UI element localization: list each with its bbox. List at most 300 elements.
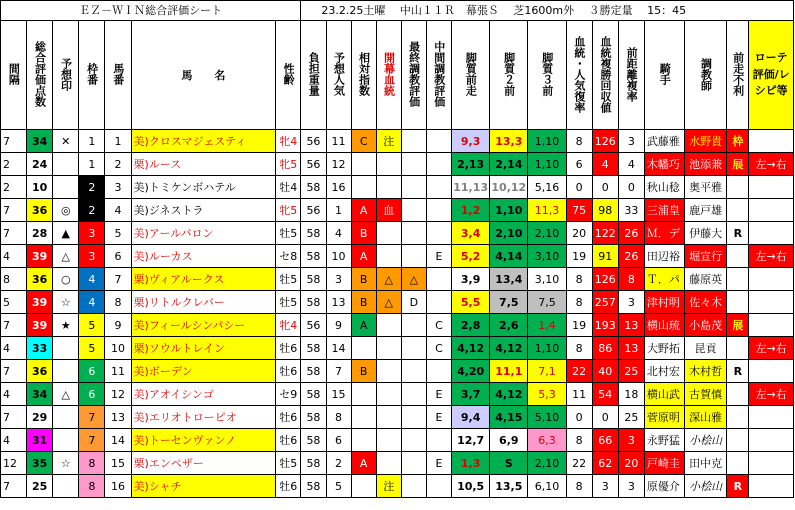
cell-mark: ★ (53, 314, 79, 337)
cell-kin: 58 (301, 222, 326, 245)
cell-k1: 3,9 (452, 268, 490, 291)
cell-rote (749, 176, 794, 199)
cell-k1: 11,13 (452, 176, 490, 199)
cell-k3: 7,1 (528, 360, 566, 383)
header-14: 脚質２前 (490, 21, 528, 130)
cell-jockey: Ｔ．パ (644, 268, 684, 291)
cell-k3: 1,4 (528, 314, 566, 337)
cell-name: 美)クロスマジェスティ (131, 130, 276, 153)
cell-k2: 4,12 (490, 383, 528, 406)
table-row (1, 452, 794, 475)
cell-jockey: 木幡巧 (644, 153, 684, 176)
cell-k2: 10,12 (490, 176, 528, 199)
cell-k2: 11,1 (490, 360, 528, 383)
cell-fukusho: 3 (592, 475, 618, 498)
cell-waku: 6 (79, 360, 105, 383)
cell-furi: R (727, 222, 749, 245)
cell-ninki: 1 (326, 199, 351, 222)
cell-k2: 2,10 (490, 222, 528, 245)
cell-soutai (351, 406, 376, 429)
cell-chukan (426, 176, 451, 199)
cell-furi: 展 (727, 314, 749, 337)
cell-k2: 4,12 (490, 337, 528, 360)
cell-kaimaku (376, 383, 401, 406)
cell-uma: 5 (105, 222, 131, 245)
cell-ninki: 7 (326, 360, 351, 383)
cell-k1: 2,8 (452, 314, 490, 337)
cell-soutai (351, 176, 376, 199)
cell-uma: 10 (105, 337, 131, 360)
cell-waku: 4 (79, 268, 105, 291)
cell-saishu (401, 337, 426, 360)
cell-k2: S (490, 452, 528, 475)
table-row (1, 130, 794, 153)
cell-waku: 5 (79, 337, 105, 360)
cell-uma: 11 (105, 360, 131, 383)
cell-furi (727, 199, 749, 222)
cell-jockey: 田辺裕 (644, 245, 684, 268)
cell-kankaku: 7 (1, 130, 27, 153)
cell-k2: 7,5 (490, 291, 528, 314)
cell-zenkyori: 3 (618, 475, 644, 498)
cell-uma: 4 (105, 199, 131, 222)
cell-chukan: E (426, 245, 451, 268)
cell-rote (749, 475, 794, 498)
cell-fukusho: 0 (592, 176, 618, 199)
cell-sex: 牝4 (276, 130, 301, 153)
cell-furi (727, 337, 749, 360)
cell-jockey: 横山武 (644, 383, 684, 406)
cell-waku: 5 (79, 314, 105, 337)
cell-name: 美)シャチ (131, 475, 276, 498)
cell-name: 美)ルーカス (131, 245, 276, 268)
cell-trainer: 佐々木 (685, 291, 727, 314)
cell-trainer: 池添兼 (685, 153, 727, 176)
cell-kankaku: 7 (1, 360, 27, 383)
cell-saishu (401, 475, 426, 498)
cell-score: 34 (27, 130, 53, 153)
header-11: 最終調教評価 (401, 21, 426, 130)
cell-furi (727, 268, 749, 291)
cell-rote (749, 429, 794, 452)
cell-jockey: 横山琉 (644, 314, 684, 337)
cell-mark: △ (53, 383, 79, 406)
cell-kaimaku (376, 337, 401, 360)
cell-mark (53, 406, 79, 429)
cell-kankaku: 8 (1, 268, 27, 291)
cell-furi: 枠 (727, 130, 749, 153)
cell-trainer: 深山雅 (685, 406, 727, 429)
cell-furi (727, 245, 749, 268)
cell-k1: 9,4 (452, 406, 490, 429)
cell-sex: 牡5 (276, 452, 301, 475)
cell-zenkyori: 25 (618, 406, 644, 429)
cell-uma: 16 (105, 475, 131, 498)
cell-rote (749, 268, 794, 291)
cell-mark: ☆ (53, 452, 79, 475)
cell-score: 28 (27, 222, 53, 245)
table-row (1, 199, 794, 222)
cell-ketto: 8 (566, 130, 592, 153)
cell-kankaku: 12 (1, 452, 27, 475)
cell-k3: 11,3 (528, 199, 566, 222)
cell-chukan (426, 199, 451, 222)
cell-mark (53, 429, 79, 452)
cell-trainer: 小桧山 (685, 429, 727, 452)
cell-soutai: A (351, 314, 376, 337)
cell-k2: 1,10 (490, 199, 528, 222)
cell-score: 10 (27, 176, 53, 199)
cell-chukan (426, 360, 451, 383)
cell-jockey: 菅原明 (644, 406, 684, 429)
cell-name: 栗)エンペザー (131, 452, 276, 475)
cell-zenkyori: 4 (618, 153, 644, 176)
cell-name: 美)ジネストラ (131, 199, 276, 222)
cell-kin: 56 (301, 314, 326, 337)
cell-kankaku: 7 (1, 222, 27, 245)
cell-chukan: E (426, 383, 451, 406)
cell-uma: 2 (105, 153, 131, 176)
cell-fukusho: 193 (592, 314, 618, 337)
cell-name: 美)トミケンボハテル (131, 176, 276, 199)
cell-mark (53, 475, 79, 498)
cell-k1: 5,5 (452, 291, 490, 314)
cell-saishu (401, 199, 426, 222)
cell-ninki: 10 (326, 245, 351, 268)
cell-saishu (401, 176, 426, 199)
cell-k3: 1,10 (528, 337, 566, 360)
cell-kaimaku: 注 (376, 475, 401, 498)
cell-fukusho: 126 (592, 130, 618, 153)
cell-rote (749, 406, 794, 429)
cell-k3: 1,10 (528, 130, 566, 153)
cell-saishu (401, 314, 426, 337)
cell-chukan: E (426, 406, 451, 429)
cell-kin: 56 (301, 199, 326, 222)
cell-k1: 1,2 (452, 199, 490, 222)
cell-kin: 58 (301, 383, 326, 406)
cell-k2: 13,4 (490, 268, 528, 291)
cell-k1: 3,4 (452, 222, 490, 245)
cell-k1: 2,13 (452, 153, 490, 176)
cell-chukan (426, 153, 451, 176)
cell-zenkyori: 33 (618, 199, 644, 222)
cell-k2: 4,14 (490, 245, 528, 268)
cell-kankaku: 2 (1, 176, 27, 199)
cell-sex: セ9 (276, 383, 301, 406)
cell-soutai: A (351, 245, 376, 268)
cell-sex: 牡6 (276, 406, 301, 429)
cell-trainer: 昆貢 (685, 337, 727, 360)
cell-score: 25 (27, 475, 53, 498)
cell-waku: 7 (79, 406, 105, 429)
cell-ninki: 12 (326, 153, 351, 176)
cell-name: 栗)ヴィアルークス (131, 268, 276, 291)
cell-mark: ▲ (53, 222, 79, 245)
cell-ketto: 8 (566, 475, 592, 498)
cell-trainer: 木村哲 (685, 360, 727, 383)
cell-k2: 13,5 (490, 475, 528, 498)
title-row (1, 1, 794, 21)
cell-zenkyori: 26 (618, 245, 644, 268)
cell-score: 36 (27, 268, 53, 291)
cell-score: 39 (27, 314, 53, 337)
cell-jockey: 北村宏 (644, 360, 684, 383)
cell-kankaku: 5 (1, 291, 27, 314)
cell-kankaku: 4 (1, 337, 27, 360)
cell-rote: 左→右 (749, 245, 794, 268)
cell-waku: 1 (79, 130, 105, 153)
cell-k3: 7,5 (528, 291, 566, 314)
cell-saishu (401, 153, 426, 176)
cell-kaimaku (376, 176, 401, 199)
cell-kaimaku (376, 222, 401, 245)
cell-k2: 2,14 (490, 153, 528, 176)
cell-waku: 1 (79, 153, 105, 176)
cell-ninki: 5 (326, 475, 351, 498)
cell-chukan (426, 222, 451, 245)
cell-soutai (351, 475, 376, 498)
cell-k3: 3,10 (528, 245, 566, 268)
cell-rote: 左→右 (749, 337, 794, 360)
cell-k1: 9,3 (452, 130, 490, 153)
cell-name: 美)フィールシンパシー (131, 314, 276, 337)
header-13: 脚質前走 (452, 21, 490, 130)
cell-kankaku: 2 (1, 153, 27, 176)
cell-trainer: 伊藤大 (685, 222, 727, 245)
cell-sex: 牝5 (276, 199, 301, 222)
cell-furi: 展 (727, 153, 749, 176)
cell-uma: 15 (105, 452, 131, 475)
cell-kaimaku: 注 (376, 130, 401, 153)
cell-ninki: 9 (326, 314, 351, 337)
cell-ninki: 16 (326, 176, 351, 199)
cell-ninki: 13 (326, 291, 351, 314)
cell-furi: R (727, 360, 749, 383)
cell-kin: 56 (301, 153, 326, 176)
cell-ketto: 8 (566, 337, 592, 360)
header-4: 馬番 (105, 21, 131, 130)
cell-ketto: 8 (566, 268, 592, 291)
cell-k3: 5,16 (528, 176, 566, 199)
cell-mark: ◎ (53, 199, 79, 222)
table-row (1, 406, 794, 429)
cell-fukusho: 122 (592, 222, 618, 245)
cell-k3: 6,10 (528, 475, 566, 498)
table-row (1, 475, 794, 498)
cell-sex: 牡6 (276, 360, 301, 383)
cell-zenkyori: 3 (618, 291, 644, 314)
cell-waku: 7 (79, 429, 105, 452)
cell-fukusho: 62 (592, 452, 618, 475)
cell-name: 美)アオイシンゴ (131, 383, 276, 406)
cell-kin: 58 (301, 291, 326, 314)
cell-rote (749, 291, 794, 314)
cell-kaimaku: 血 (376, 199, 401, 222)
cell-trainer: 小桧山 (685, 475, 727, 498)
cell-zenkyori: 13 (618, 337, 644, 360)
cell-saishu (401, 406, 426, 429)
cell-zenkyori: 13 (618, 314, 644, 337)
cell-trainer: 田中克 (685, 452, 727, 475)
cell-fukusho: 0 (592, 406, 618, 429)
cell-fukusho: 40 (592, 360, 618, 383)
cell-chukan: E (426, 452, 451, 475)
cell-saishu (401, 383, 426, 406)
cell-ninki: 2 (326, 452, 351, 475)
cell-jockey: 三浦皇 (644, 199, 684, 222)
table-row (1, 337, 794, 360)
cell-name: 栗)リトルクレバー (131, 291, 276, 314)
cell-sex: 牡6 (276, 337, 301, 360)
cell-kaimaku (376, 406, 401, 429)
cell-soutai: A (351, 199, 376, 222)
table-row (1, 268, 794, 291)
cell-sex: 牡4 (276, 176, 301, 199)
cell-zenkyori: 25 (618, 360, 644, 383)
cell-score: 39 (27, 245, 53, 268)
cell-k1: 3,7 (452, 383, 490, 406)
cell-jockey: 戸崎圭 (644, 452, 684, 475)
cell-trainer: 藤原英 (685, 268, 727, 291)
cell-furi: R (727, 475, 749, 498)
cell-ketto: 20 (566, 222, 592, 245)
cell-kankaku: 4 (1, 383, 27, 406)
cell-k3: 5,10 (528, 406, 566, 429)
cell-trainer: 古賀慎 (685, 383, 727, 406)
cell-saishu (401, 222, 426, 245)
cell-jockey: 原優介 (644, 475, 684, 498)
cell-jockey: 永野猛 (644, 429, 684, 452)
cell-furi (727, 406, 749, 429)
cell-rote (749, 199, 794, 222)
cell-kin: 58 (301, 452, 326, 475)
header-18: 前距離複率 (618, 21, 644, 130)
cell-kaimaku (376, 429, 401, 452)
cell-name: 美)トーセンヴァンノ (131, 429, 276, 452)
cell-k2: 13,3 (490, 130, 528, 153)
cell-score: 29 (27, 406, 53, 429)
cell-fukusho: 54 (592, 383, 618, 406)
cell-zenkyori: 26 (618, 222, 644, 245)
cell-mark (53, 337, 79, 360)
table-row (1, 176, 794, 199)
cell-soutai (351, 337, 376, 360)
cell-saishu (401, 429, 426, 452)
cell-zenkyori: 20 (618, 452, 644, 475)
cell-sex: 牝5 (276, 153, 301, 176)
cell-kankaku: 4 (1, 429, 27, 452)
header-20: 調教師 (685, 21, 727, 130)
cell-zenkyori: 8 (618, 268, 644, 291)
cell-mark (53, 360, 79, 383)
cell-fukusho: 86 (592, 337, 618, 360)
cell-chukan (426, 475, 451, 498)
cell-uma: 7 (105, 268, 131, 291)
sheet-title: ＥＺ－ＷＩＮ総合評価シート (1, 1, 301, 21)
cell-waku: 2 (79, 176, 105, 199)
header-17: 血統複勝回収値 (592, 21, 618, 130)
cell-mark (53, 153, 79, 176)
table-row (1, 360, 794, 383)
cell-k3: 1,10 (528, 153, 566, 176)
cell-fukusho: 126 (592, 268, 618, 291)
cell-kin: 58 (301, 245, 326, 268)
cell-saishu (401, 360, 426, 383)
table-row (1, 314, 794, 337)
cell-jockey: 津村明 (644, 291, 684, 314)
cell-name: 美)アールバロン (131, 222, 276, 245)
cell-mark: ✕ (53, 130, 79, 153)
cell-kankaku: 4 (1, 245, 27, 268)
header-19: 騎手 (644, 21, 684, 130)
cell-soutai: B (351, 291, 376, 314)
cell-k3: 6,3 (528, 429, 566, 452)
cell-k3: 2,10 (528, 452, 566, 475)
cell-rote (749, 452, 794, 475)
cell-kankaku: 7 (1, 475, 27, 498)
cell-waku: 3 (79, 222, 105, 245)
cell-score: 31 (27, 429, 53, 452)
cell-zenkyori: 0 (618, 176, 644, 199)
cell-score: 24 (27, 153, 53, 176)
cell-kin: 58 (301, 268, 326, 291)
cell-ketto: 11 (566, 383, 592, 406)
cell-waku: 8 (79, 475, 105, 498)
cell-ketto: 0 (566, 176, 592, 199)
cell-trainer: 小島茂 (685, 314, 727, 337)
header-8: 予想人気 (326, 21, 351, 130)
cell-waku: 3 (79, 245, 105, 268)
table-row (1, 291, 794, 314)
cell-furi (727, 452, 749, 475)
cell-soutai (351, 383, 376, 406)
table-row (1, 383, 794, 406)
cell-ketto: 8 (566, 429, 592, 452)
header-5: 馬 名 (131, 21, 276, 130)
cell-score: 35 (27, 452, 53, 475)
cell-k3: 3,10 (528, 268, 566, 291)
cell-uma: 8 (105, 291, 131, 314)
cell-saishu: △ (401, 268, 426, 291)
cell-uma: 14 (105, 429, 131, 452)
header-10: 開幕血統 (376, 21, 401, 130)
cell-kaimaku (376, 452, 401, 475)
cell-kaimaku: △ (376, 268, 401, 291)
cell-mark: △ (53, 245, 79, 268)
header-9: 相対指数 (351, 21, 376, 130)
cell-saishu: D (401, 291, 426, 314)
cell-kin: 56 (301, 130, 326, 153)
cell-ketto: 75 (566, 199, 592, 222)
cell-ninki: 11 (326, 130, 351, 153)
cell-rote (749, 222, 794, 245)
cell-fukusho: 4 (592, 153, 618, 176)
cell-saishu (401, 245, 426, 268)
cell-kaimaku (376, 245, 401, 268)
cell-furi (727, 429, 749, 452)
cell-name: 栗)ルース (131, 153, 276, 176)
header-22: ローテ評価/レシピ等 (749, 21, 794, 130)
cell-soutai (351, 429, 376, 452)
cell-waku: 4 (79, 291, 105, 314)
cell-trainer: 鹿戸雄 (685, 199, 727, 222)
cell-sex: 牡5 (276, 222, 301, 245)
cell-k1: 4,12 (452, 337, 490, 360)
cell-rote (749, 130, 794, 153)
cell-kin: 58 (301, 176, 326, 199)
table-row (1, 153, 794, 176)
